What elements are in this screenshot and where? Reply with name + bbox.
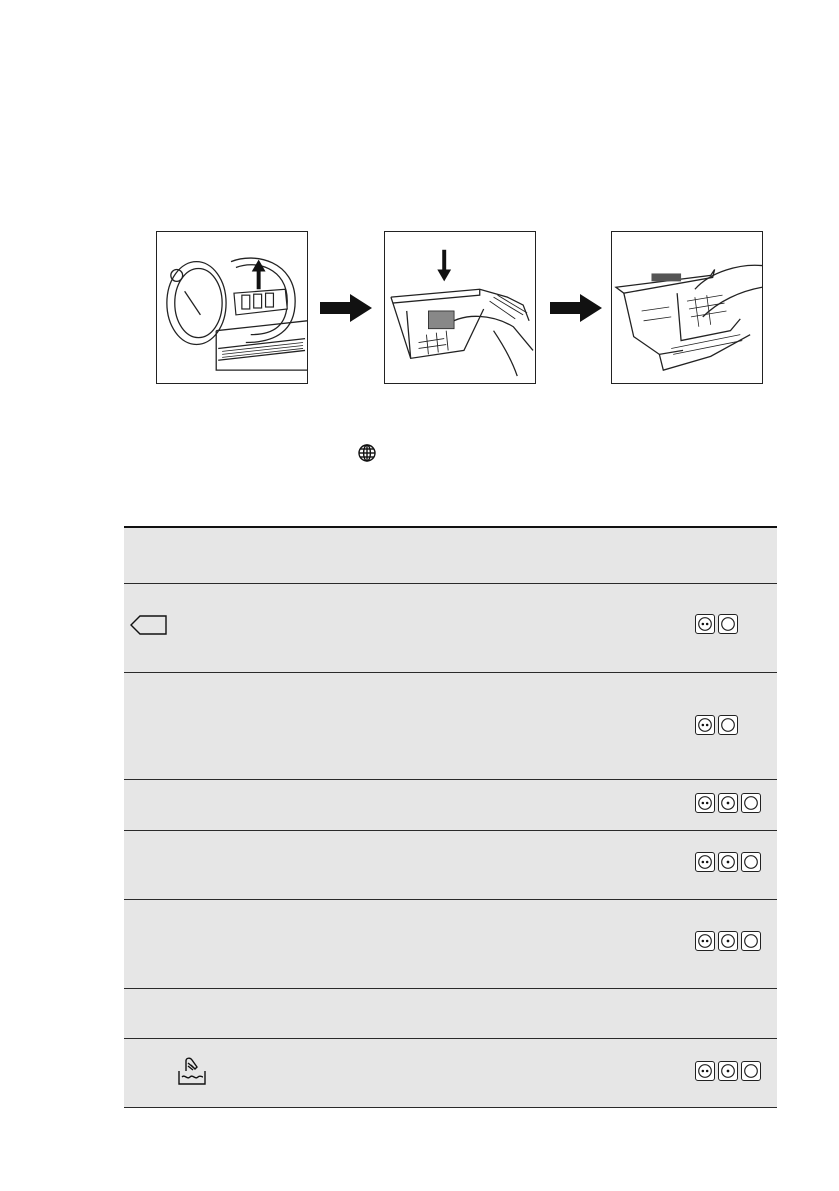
two-dots-icon [695,1061,715,1081]
empty-circle-icon [718,614,738,634]
tag-label-icon [130,614,168,636]
globe-icon [357,443,377,463]
one-dot-icon [718,1061,738,1081]
right-arrow-icon [320,294,372,322]
empty-circle-icon [741,1061,761,1081]
table-row [124,900,777,989]
open-and-clean-filter-icon [612,232,762,383]
care-table [124,526,777,1108]
table-row [124,831,777,900]
table-header-row [124,526,777,584]
two-dots-icon [695,931,715,951]
lift-filter-out-of-door-icon [157,232,307,383]
rating-group [695,931,761,951]
one-dot-icon [718,852,738,872]
table-row [124,989,777,1039]
rating-group [695,715,738,735]
press-release-button-icon [385,232,535,383]
rating-group [695,852,761,872]
two-dots-icon [695,793,715,813]
two-dots-icon [695,852,715,872]
rating-group [695,1061,761,1081]
rating-group [695,614,738,634]
step-1-illustration [156,231,308,384]
two-dots-icon [695,614,715,634]
table-row [124,780,777,831]
empty-circle-icon [741,931,761,951]
table-row [124,584,777,673]
step-3-illustration [611,231,763,384]
hand-wash-basin-icon [176,1055,208,1087]
one-dot-icon [718,931,738,951]
table-row [124,1039,777,1108]
table-row [124,673,777,780]
step-2-illustration [384,231,536,384]
one-dot-icon [718,793,738,813]
empty-circle-icon [718,715,738,735]
empty-circle-icon [741,852,761,872]
right-arrow-icon [550,294,602,322]
two-dots-icon [695,715,715,735]
rating-group [695,793,761,813]
empty-circle-icon [741,793,761,813]
